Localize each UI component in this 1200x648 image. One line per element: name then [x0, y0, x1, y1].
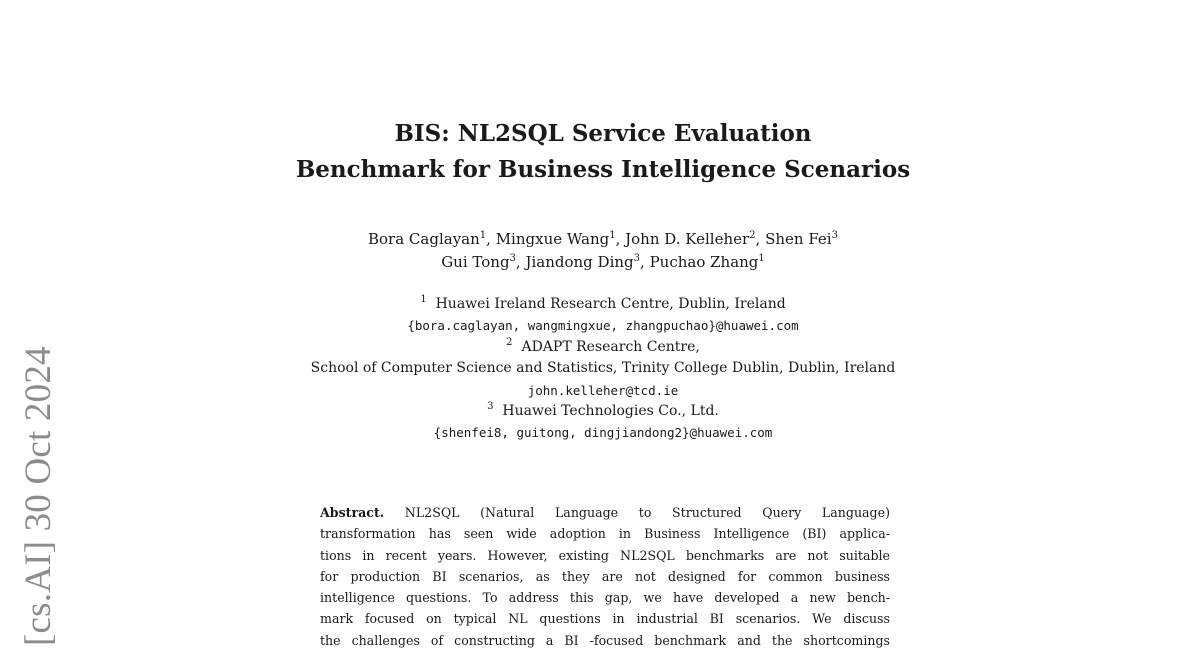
affiliation-name: ADAPT Research Centre,	[521, 338, 700, 355]
author-affiliation-mark: 2	[749, 230, 756, 241]
abstract-line: intelligence questions. To address this gap, we have developed a new bench-	[320, 590, 890, 606]
affiliation-1	[250, 294, 956, 315]
author-line-1	[250, 228, 956, 251]
author-affiliation-mark: 3	[831, 230, 838, 241]
affiliation-name: Huawei Technologies Co., Ltd.	[502, 403, 719, 420]
author-affiliation-mark: 1	[758, 253, 765, 264]
author-name: Shen Fei	[765, 230, 832, 248]
author-line-2	[250, 251, 956, 274]
affiliation-3	[250, 401, 956, 422]
abstract-line: mark focused on typical NL questions in industrial BI scenarios. We discuss	[320, 611, 890, 627]
abstract-line	[320, 502, 890, 523]
author-separator: ,	[615, 230, 626, 248]
abstract-line: the challenges of constructing a BI -focused benchmark and the shortcomings	[320, 632, 890, 648]
author-list	[250, 228, 956, 274]
title-line-1: BIS: NL2SQL Service Evaluation	[394, 120, 812, 147]
title-line-2: Benchmark for Business Intelligence Scenarios	[295, 156, 911, 183]
affiliation-number: 2	[506, 336, 513, 348]
abstract-line: transformation has seen wide adoption in Business Intelligence (BI) applica-	[320, 526, 890, 542]
affiliation-block	[250, 294, 956, 444]
affiliation-name: Huawei Ireland Research Centre, Dublin, Ireland	[435, 296, 786, 312]
affiliation-name-continued: School of Computer Science and Statistics, Trinity College Dublin, Dublin, Ireland	[310, 360, 896, 377]
affiliation-email: john.kelleher@tcd.ie	[527, 382, 679, 398]
paper-title	[250, 116, 956, 188]
author-affiliation-mark: 3	[633, 253, 641, 264]
arxiv-identifier-stamp: [cs.AI] 30 Oct 2024	[18, 346, 59, 646]
author-affiliation-mark: 3	[509, 253, 516, 264]
author-affiliation-mark: 1	[479, 230, 487, 241]
author-separator: ,	[486, 230, 496, 248]
author-name: Mingxue Wang	[495, 230, 610, 248]
author-separator: ,	[640, 253, 650, 271]
affiliation-number: 1	[420, 294, 427, 305]
affiliation-number: 3	[487, 401, 494, 413]
author-name: Puchao Zhang	[649, 253, 759, 271]
abstract-section	[320, 502, 890, 648]
author-name: Bora Caglayan	[368, 230, 480, 248]
author-separator: ,	[755, 230, 766, 248]
affiliation-email: {bora.caglayan, wangmingxue, zhangpuchao}@huawei.com	[407, 318, 799, 334]
affiliation-email: {shenfei8, guitong, dingjiandong2}@huawei.com	[433, 425, 773, 441]
abstract-line: tions in recent years. However, existing NL2SQL benchmarks are not suitable	[320, 547, 890, 563]
author-name: Jiandong Ding	[525, 253, 634, 271]
abstract-label: Abstract.	[320, 505, 385, 520]
author-affiliation-mark: 1	[609, 230, 616, 241]
author-name: Gui Tong	[441, 253, 510, 271]
abstract-line: for production BI scenarios, as they are not designed for common business	[320, 568, 890, 584]
author-name: John D. Kelleher	[625, 230, 750, 248]
author-separator: ,	[515, 253, 526, 271]
affiliation-2	[250, 337, 956, 358]
abstract-text: NL2SQL (Natural Language to Structured Query Language)	[404, 505, 890, 520]
